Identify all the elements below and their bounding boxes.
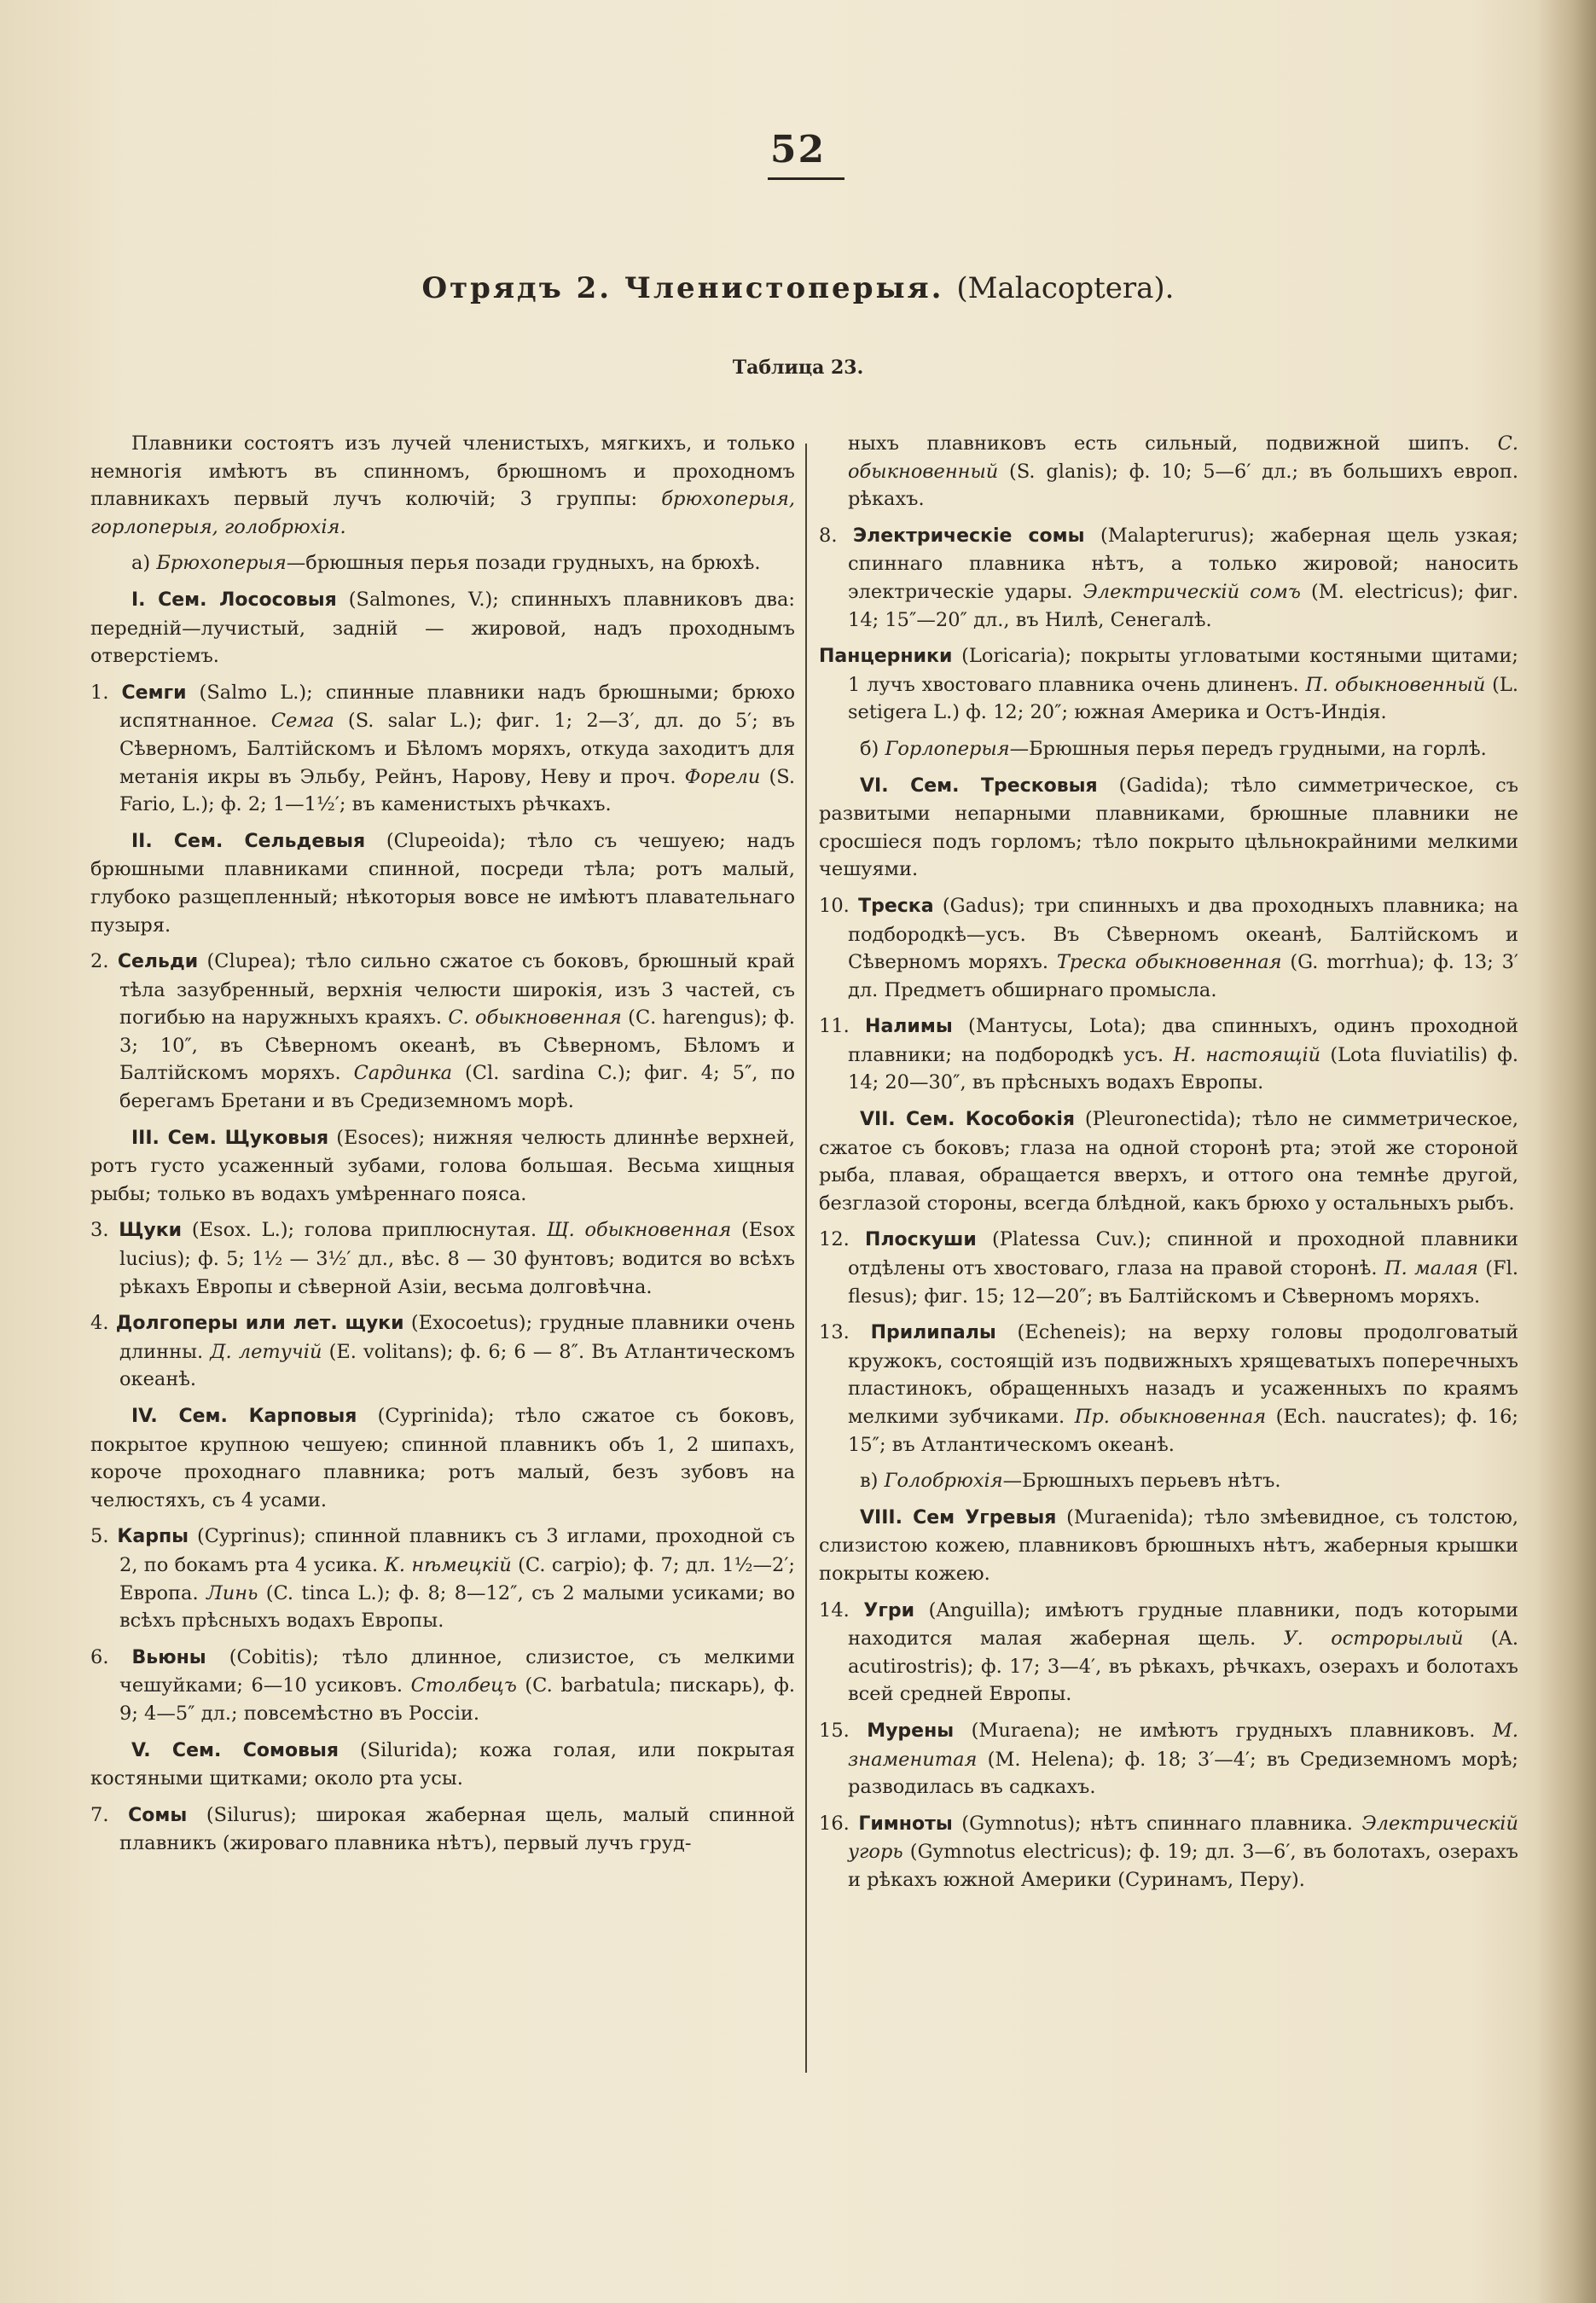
page-binding-shadow — [1536, 0, 1596, 2303]
page-number: 52 — [769, 128, 827, 171]
subgroup-c: в) Голобрюхія—Брюшныхъ перьевъ нѣтъ. — [860, 1470, 1281, 1493]
entry-15: 15. Мурены (Muraena); не имѣютъ грудныхъ плавниковъ. М. знаменитая (M. Helena); ф. 18; 3′—4′; въ Средиземномъ морѣ; разводилась въ садкахъ. — [819, 1719, 1518, 1799]
order-title-latin: (Malacoptera). — [956, 271, 1175, 305]
entry-12: 12. Плоскуши (Platessa Cuv.); спинной и проходной плавники отдѣлены отъ хвостоваго, глаза на правой сторонѣ. П. малая (Fl. flesus); фиг. 15; 12—20″; въ Балтійскомъ и Сѣверномъ моряхъ. — [819, 1228, 1519, 1308]
entry-13: 13. Прилипалы (Echeneis); на верху головы продолговатый кружокъ, состоящій изъ подвижныхъ хрящеватыхъ поперечныхъ пластинокъ, обращенныхъ назадъ и усаженныхъ по краямъ мелкими зубчиками. Пр. обыкновенная (Ech. naucrates); ф. 16; 15″; въ Атлантическомъ океанѣ. — [819, 1321, 1518, 1456]
column-divider — [805, 444, 807, 2073]
entry-16: 16. Гимноты (Gymnotus); нѣтъ спиннаго плавника. Электрическій угорь (Gymnotus electricus); ф. 19; дл. 3—6′, въ болотахъ, озерахъ и рѣкахъ южной Америки (Суринамъ, Перу). — [819, 1812, 1518, 1891]
entry-1: 1. Семги (Salmo L.); спинные плавники надъ брюшными; брюхо испятнанное. Семга (S. salar L.); фиг. 1; 2—3′, дл. до 5′; въ Сѣверномъ, Балтійскомъ и Бѣломъ моряхъ, откуда заходитъ для метанія икры въ Эльбу, Рейнъ, Нарову, Неву и проч. Форели (S. Fario, L.); ф. 2; 1—1½′; въ каменистыхъ рѣчкахъ. — [90, 681, 795, 816]
right-column — [819, 430, 1518, 1903]
page-number-rule — [768, 177, 844, 180]
order-title — [0, 271, 1596, 305]
family-2: II. Сем. Сельдевыя (Clupeoida); тѣло съ чешуею; надъ брюшными плавниками спинной, посреди тѣла; ротъ малый, глубоко разщепленный; нѣкоторыя вовсе не имѣютъ плавательнаго пузыря. — [90, 829, 795, 937]
family-5: V. Сем. Сомовыя (Silurida); кожа голая, или покрытая костяными щитками; около рта усы. — [90, 1738, 795, 1790]
entry-14: 14. Угри (Anguilla); имѣютъ грудные плавники, подъ которыми находится малая жаберная щель. У. острорылый (A. acutirostris); ф. 17; 3—4′, въ рѣкахъ, рѣчкахъ, озерахъ и болотахъ всей средней Европы. — [819, 1598, 1518, 1706]
subgroup-b: б) Горлоперыя—Брюшныя перья передъ грудными, на горлѣ. — [860, 737, 1487, 760]
family-6: VI. Сем. Тресковыя (Gadida); тѣло симметрическое, съ развитыми непарными плавниками, брюшные плавники не сросшіеся подъ горломъ; тѣло покрыто цѣльнокрайними мелкими чешуями. — [819, 774, 1519, 881]
intro-paragraph: Плавники состоятъ изъ лучей членистыхъ, мягкихъ, и только немногія имѣютъ въ спинномъ, брюшномъ и проходномъ плавникахъ первый лучъ колючій; 3 группы: брюхоперыя, горлоперыя, голобрюхія. — [90, 432, 795, 538]
subgroup-a: а) Брюхоперыя—брюшныя перья позади грудныхъ, на брюхѣ. — [131, 552, 761, 575]
entry-10: 10. Треска (Gadus); три спинныхъ и два проходныхъ плавника; на подбородкѣ—усъ. Въ Сѣверномъ океанѣ, Балтійскомъ и Сѣверномъ моряхъ. Треска обыкновенная (G. morrhua); ф. 13; 3′ дл. Предметъ обширнаго промысла. — [819, 894, 1519, 1001]
family-4: IV. Сем. Карповыя (Cyprinida); тѣло сжатое съ боковъ, покрытое крупною чешуею; спинной плавникъ объ 1, 2 шипахъ, короче проходнаго плавника; ротъ малый, безъ зубовъ на челюстяхъ, съ 4 усами. — [90, 1405, 795, 1511]
entry-3: 3. Щуки (Esox. L.); голова приплюснутая. Щ. обыкновенная (Esox lucius); ф. 5; 1½ — 3½′ дл., вѣс. 8 — 30 фунтовъ; водится во всѣхъ рѣкахъ Европы и сѣверной Азіи, весьма долговѣчна. — [90, 1219, 795, 1298]
entry-2: 2. Сельди (Clupea); тѣло сильно сжатое съ боковъ, брюшный край тѣла зазубренный, верхнія челюсти широкія, изъ 3 частей, съ погибью на наружныхъ краяхъ. С. обыкновенная (С. harengus); ф. 3; 10″, въ Сѣверномъ океанѣ, въ Сѣверномъ, Бѣломъ и Балтійскомъ моряхъ. Сардинка (Cl. sardina C.); фиг. 4; 5″, по берегамъ Бретани и въ Средиземномъ морѣ. — [90, 950, 795, 1113]
entry-7: 7. Сомы (Silurus); широкая жаберная щель, малый спинной плавникъ (жироваго плавника нѣтъ), первый лучъ груд- — [90, 1803, 795, 1855]
entry-9: Панцерники (Loricaria); покрыты угловатыми костяными щитами; 1 лучъ хвостоваго плавника очень длиненъ. П. обыкновенный (L. setigera L.) ф. 12; 20″; южная Америка и Остъ-Индія. — [819, 645, 1519, 724]
family-1: I. Сем. Лососовыя (Salmones, V.); спинныхъ плавниковъ два: передній—лучистый, задній — жировой, надъ проходнымъ отверстіемъ. — [90, 588, 795, 668]
order-title-text: Отрядъ 2. Членистоперыя. — [421, 271, 944, 305]
entry-4: 4. Долгоперы или лет. щуки (Exocoetus); грудные плавники очень длинны. Д. летучій (E. volitans); ф. 6; 6 — 8″. Въ Атлантическомъ океанѣ. — [90, 1312, 795, 1391]
family-7: VII. Сем. Кособокія (Pleuronectida); тѣло не симметрическое, сжатое съ боковъ; глаза на одной сторонѣ рта; этой же стороной рыба, плавая, обращается вверхъ, и оттого она темнѣе другой, безглазой стороны, всегда блѣдной, какъ брюхо у остальныхъ рыбъ. — [819, 1108, 1519, 1215]
table-reference: Таблица 23. — [732, 357, 864, 379]
family-8: VIII. Сем Угревыя (Muraenida); тѣло змѣевидное, съ толстою, слизистою кожею, плавниковъ брюшныхъ нѣтъ, жаберныя крышки покрыты кожею. — [819, 1505, 1519, 1585]
entry-5: 5. Карпы (Cyprinus); спинной плавникъ съ 3 иглами, проходной съ 2, по бокамъ рта 4 усика. К. нѣмецкій (C. carpio); ф. 7; дл. 1½—2′; Европа. Линь (C. tinca L.); ф. 8; 8—12″, съ 2 малыми усиками; во всѣхъ прѣсныхъ водахъ Европы. — [90, 1525, 796, 1633]
entry-8: 8. Электрическіе сомы (Malapterurus); жаберная щель узкая; спиннаго плавника нѣтъ, а только жировой; наносить электрическіе удары. Электрическій сомъ (M. electricus); фиг. 14; 15″—20″ дл., въ Нилѣ, Сенегалѣ. — [819, 524, 1518, 631]
entry-7-continued: ныхъ плавниковъ есть сильный, подвижной шипъ. С. обыкновенный (S. glanis); ф. 10; 5—6′ дл.; въ большихъ европ. рѣкахъ. — [848, 432, 1518, 511]
family-3: III. Сем. Щуковыя (Esoces); нижняя челюсть длиннѣе верхней, ротъ густо усаженный зубами, голова большая. Весьма хищныя рыбы; только въ водахъ умѣреннаго пояса. — [90, 1126, 795, 1205]
entry-11: 11. Налимы (Мантусы, Lota); два спинныхъ, одинъ проходной плавники; на подбородкѣ усъ. Н. настоящій (Lota fluviatilis) ф. 14; 20—30″, въ прѣсныхъ водахъ Европы. — [819, 1015, 1519, 1094]
entry-6: 6. Вьюны (Cobitis); тѣло длинное, слизистое, съ мелкими чешуйками; 6—10 усиковъ. Столбецъ (C. barbatula; пискарь), ф. 9; 4—5″ дл.; повсемѣстно въ Россіи. — [90, 1645, 795, 1725]
left-column — [90, 430, 795, 1866]
